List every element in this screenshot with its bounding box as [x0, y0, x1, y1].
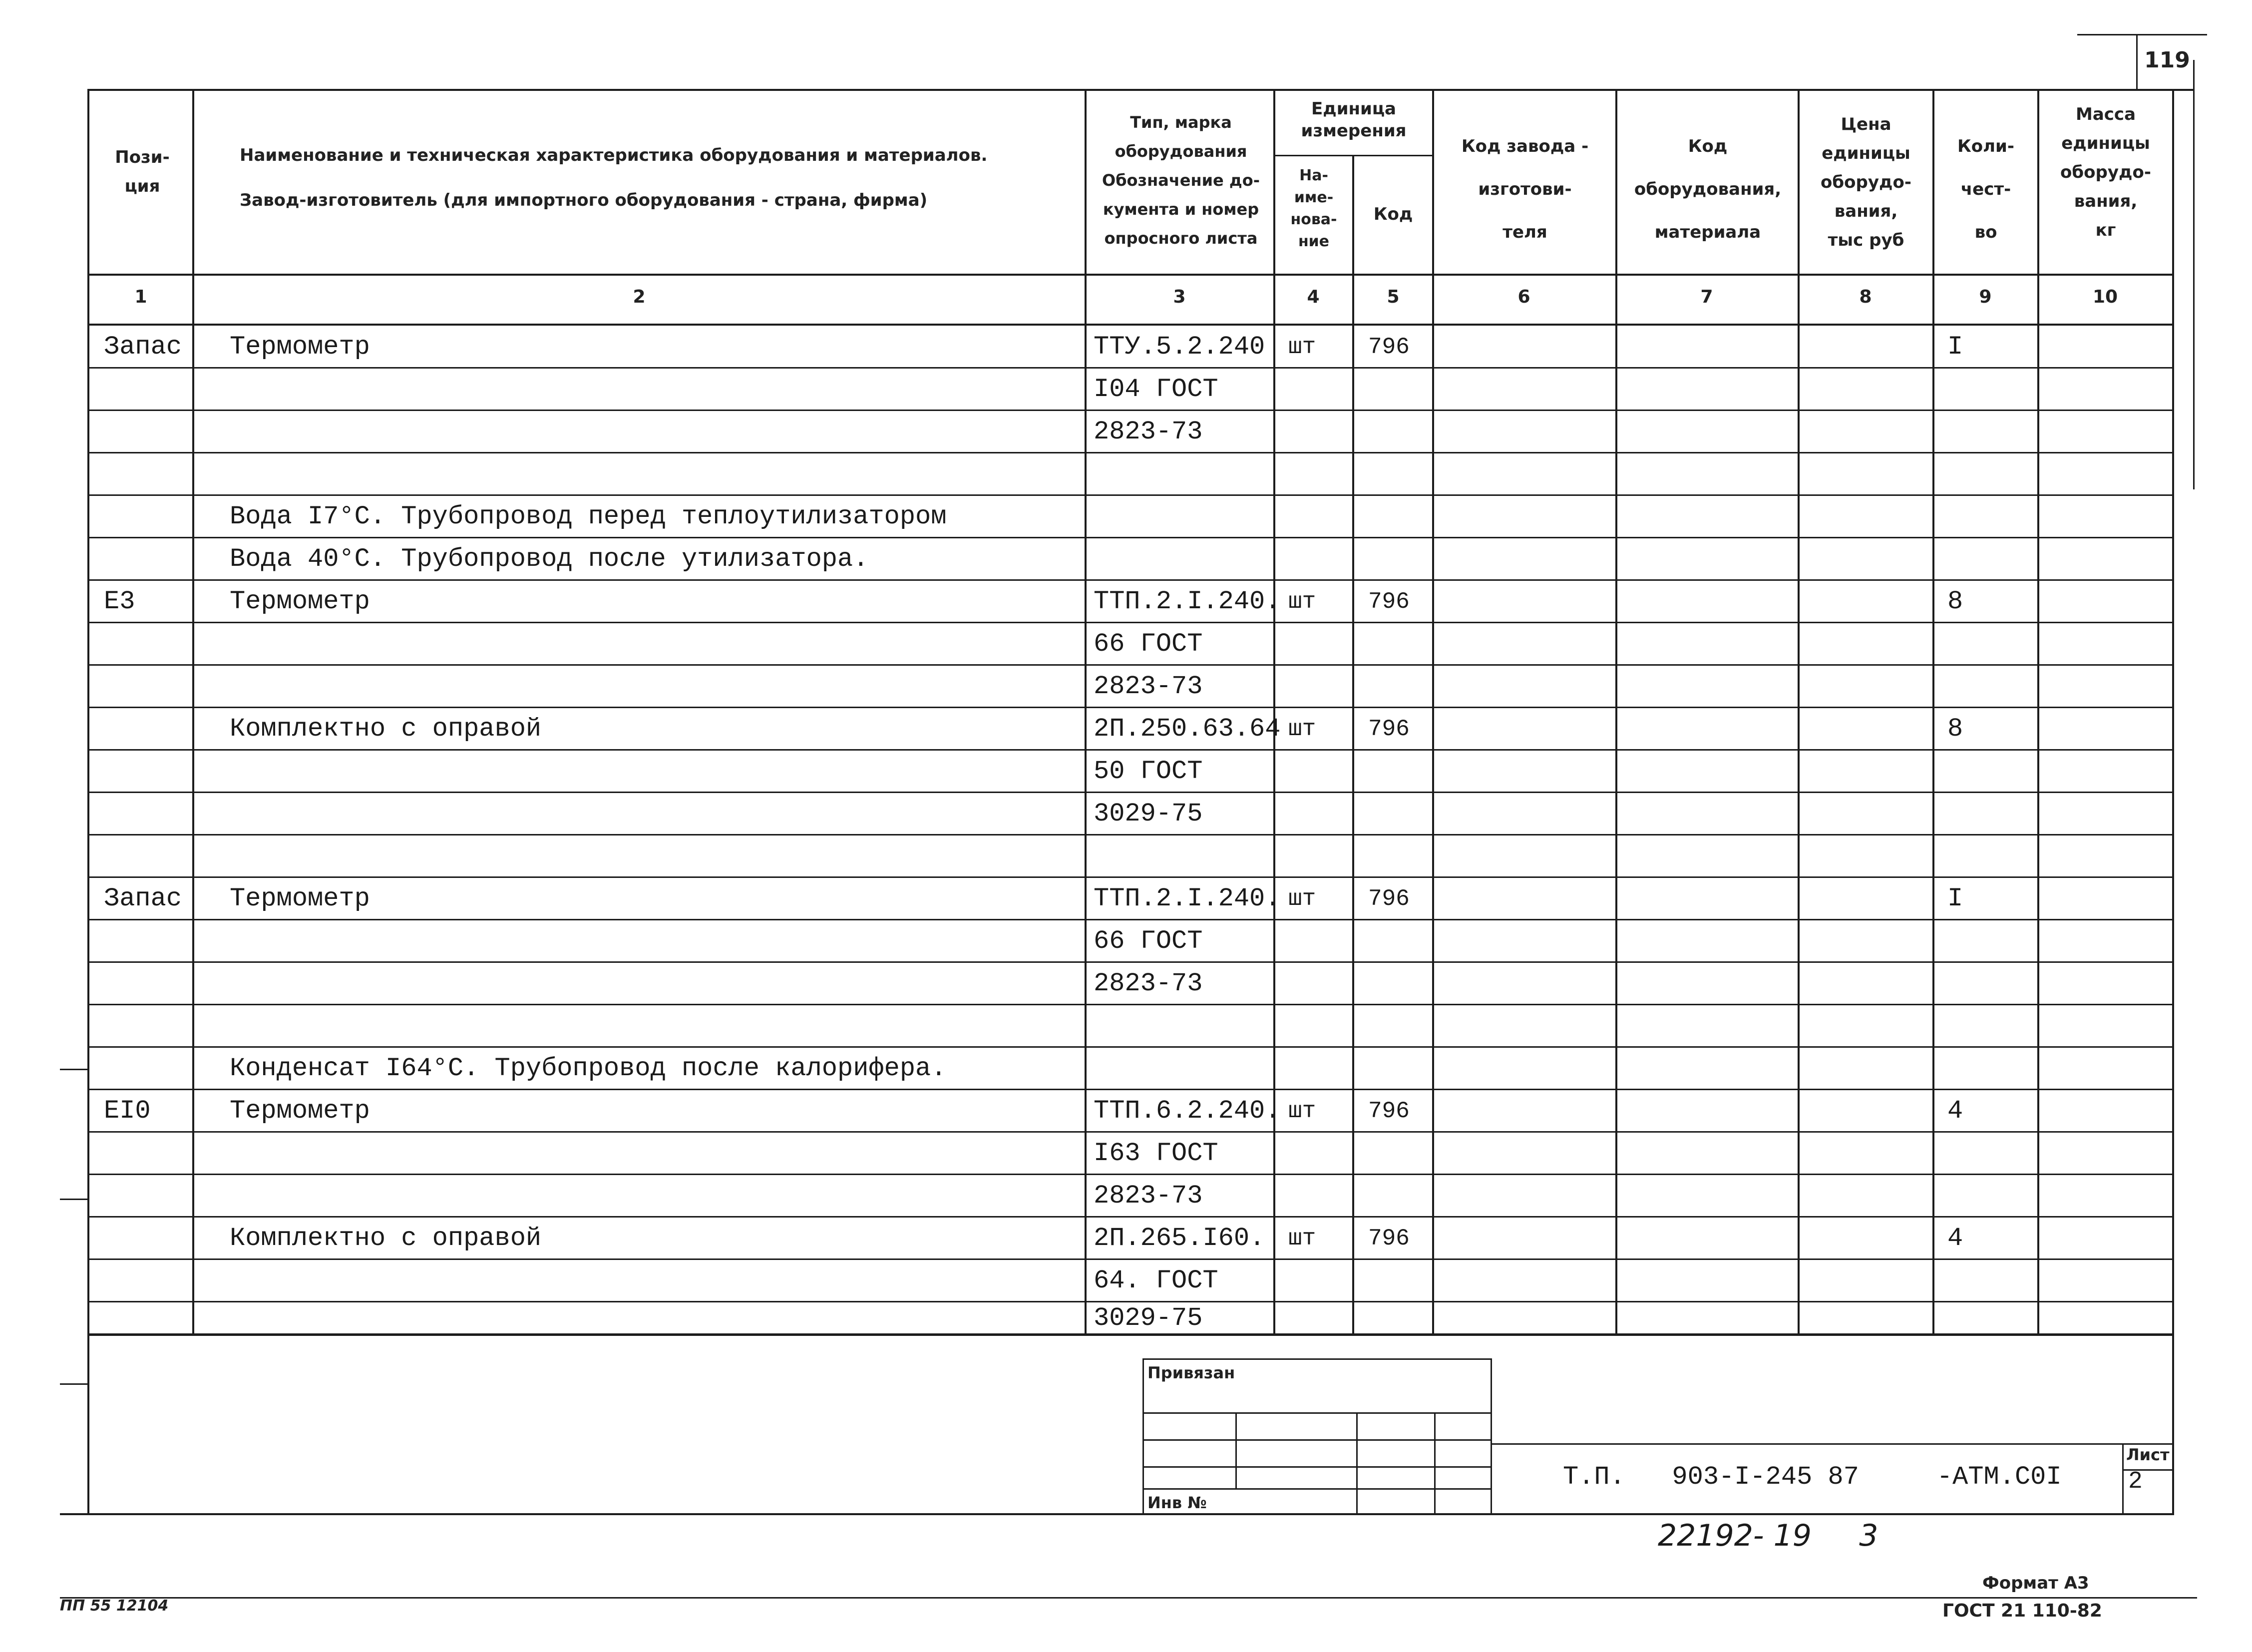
header-mass: Масса единицы оборудо- вания, кг: [2060, 104, 2151, 240]
column-number: 5: [1387, 287, 1400, 307]
unit-cell: шт: [1288, 1098, 1316, 1124]
document-designation: Т.П. 903-I-245 87 -АТМ.С0I: [1563, 1462, 2062, 1492]
header-price: Цена единицы оборудо- вания, тыс руб: [1821, 114, 1911, 250]
position-cell: Е3: [104, 587, 135, 616]
type-cell: 64. ГОСТ: [1094, 1266, 1218, 1295]
stamp-privyazan: Привязан: [1147, 1363, 1235, 1382]
type-cell: ТТП.2.I.240.: [1094, 587, 1281, 616]
unit-cell: шт: [1288, 716, 1316, 742]
type-cell: 3029-75: [1094, 1303, 1203, 1333]
type-cell: ТТУ.5.2.240: [1094, 332, 1265, 362]
header-factory-code: Код завода - изготови- теля: [1461, 136, 1589, 242]
type-cell: 2823-73: [1094, 969, 1203, 998]
type-cell: 66 ГОСТ: [1094, 629, 1203, 659]
quantity-cell: 8: [1947, 714, 1963, 744]
position-cell: ЕI0: [104, 1096, 151, 1126]
column-number: 1: [134, 287, 147, 307]
sheet-label: Лист: [2126, 1445, 2170, 1464]
header-quantity: Коли- чест- во: [1957, 136, 2014, 242]
unit-cell: шт: [1288, 886, 1316, 912]
header-unit-group: Единица измерения: [1301, 99, 1407, 141]
unit-code-cell: 796: [1368, 1226, 1410, 1251]
type-cell: 50 ГОСТ: [1094, 757, 1203, 786]
header-unit-code: Код: [1373, 204, 1413, 224]
unit-cell: шт: [1288, 1226, 1316, 1251]
name-cell: Комплектно с оправой: [230, 1224, 542, 1253]
quantity-cell: 8: [1947, 587, 1963, 616]
left-code: ПП 55 12104: [60, 1597, 169, 1615]
column-number: 10: [2092, 287, 2118, 307]
name-cell: Термометр: [230, 332, 370, 362]
column-number: 4: [1307, 287, 1320, 307]
quantity-cell: I: [1947, 884, 1963, 913]
unit-code-cell: 796: [1368, 589, 1410, 615]
gost-label: ГОСТ 21 110-82: [1942, 1601, 2102, 1621]
position-cell: Запас: [104, 884, 182, 913]
type-cell: 2П.265.I60.: [1094, 1224, 1265, 1253]
column-number: 2: [633, 287, 646, 307]
type-cell: 66 ГОСТ: [1094, 926, 1203, 956]
sheet-number: 2: [2128, 1468, 2143, 1495]
unit-cell: шт: [1288, 589, 1316, 615]
header-equipment-code: Код оборудования, материала: [1634, 136, 1782, 242]
type-cell: ТТП.2.I.240.: [1094, 884, 1281, 913]
name-cell: Комплектно с оправой: [230, 714, 542, 744]
quantity-cell: I: [1947, 332, 1963, 362]
name-cell: Вода I7°C. Трубопровод перед теплоутилизатором: [230, 502, 947, 531]
position-cell: Запас: [104, 332, 182, 362]
name-cell: Конденсат I64°C. Трубопровод после калорифера.: [230, 1054, 947, 1083]
type-cell: 3029-75: [1094, 799, 1203, 828]
name-cell: Вода 40°C. Трубопровод после утилизатора.: [230, 544, 869, 574]
format-label: Формат А3: [1982, 1573, 2089, 1593]
unit-code-cell: 796: [1368, 886, 1410, 912]
handwritten-inventory: 22192- 19 3: [1658, 1518, 1878, 1553]
type-cell: I63 ГОСТ: [1094, 1139, 1218, 1168]
name-cell: Термометр: [230, 1096, 370, 1126]
header-unit-name: На- име- нова- ние: [1290, 167, 1337, 250]
quantity-cell: 4: [1947, 1224, 1963, 1253]
column-number: 6: [1517, 287, 1530, 307]
stamp-inv: Инв №: [1147, 1493, 1207, 1512]
unit-code-cell: 796: [1368, 716, 1410, 742]
column-number: 9: [1979, 287, 1992, 307]
quantity-cell: 4: [1947, 1096, 1963, 1126]
unit-code-cell: 796: [1368, 334, 1410, 360]
header-name: Наименование и техническая характеристика оборудования и материалов. Завод-изготовитель (для импортного оборудования - страна, фирма): [240, 145, 988, 210]
page-number: 119: [2144, 47, 2190, 73]
type-cell: 2823-73: [1094, 417, 1203, 446]
column-number: 7: [1700, 287, 1713, 307]
type-cell: I04 ГОСТ: [1094, 375, 1218, 404]
name-cell: Термометр: [230, 587, 370, 616]
type-cell: 2823-73: [1094, 672, 1203, 701]
header-position: Пози- ция: [115, 147, 170, 196]
type-cell: ТТП.6.2.240.: [1094, 1096, 1281, 1126]
column-number: 8: [1859, 287, 1872, 307]
name-cell: Термометр: [230, 884, 370, 913]
stamp-block: [1142, 1358, 1492, 1514]
header-type: Тип, марка оборудования Обозначение до- кумента и номер опросного листа: [1102, 113, 1260, 248]
unit-cell: шт: [1288, 334, 1316, 360]
type-cell: 2П.250.63.64: [1094, 714, 1281, 744]
unit-code-cell: 796: [1368, 1098, 1410, 1124]
column-number: 3: [1173, 287, 1186, 307]
type-cell: 2823-73: [1094, 1181, 1203, 1211]
